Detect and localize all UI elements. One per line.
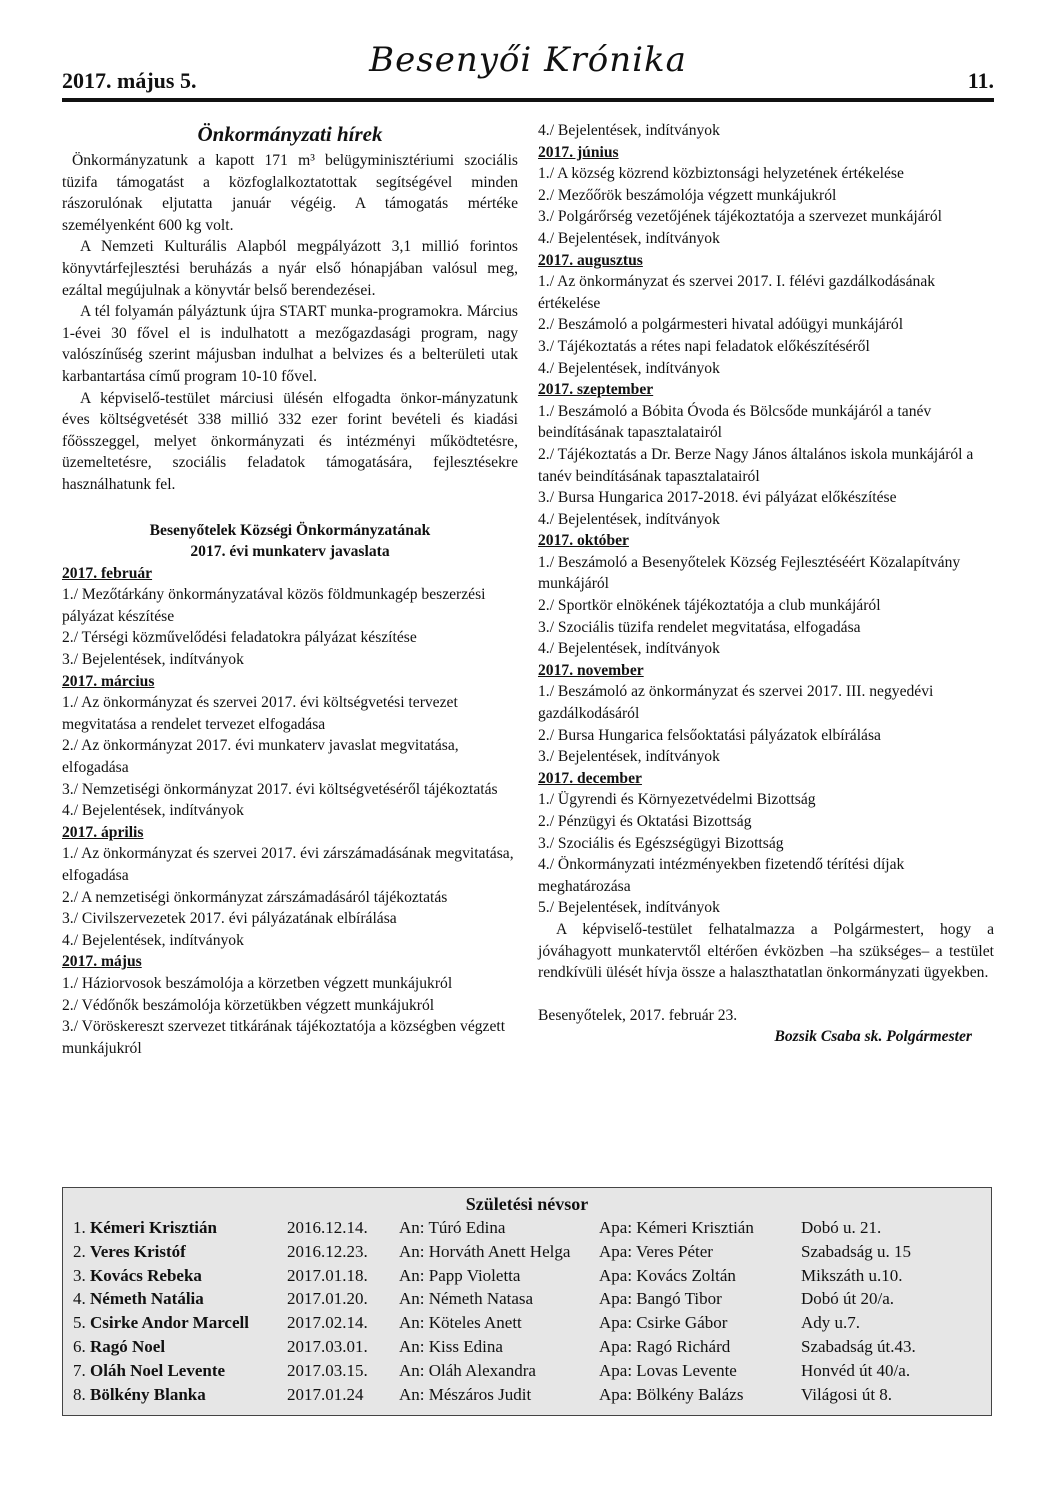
plan-item: 2./ Védőnők beszámolója körzetükben végzett munkájukról: [62, 996, 435, 1014]
birth-register-box: [62, 1187, 992, 1416]
plan-item: 4./ Bejelentések, indítványok: [62, 931, 244, 949]
plan-item: 1./ A község közrend közbiztonsági helyzetének értékelése: [538, 165, 904, 183]
mother-name: An: Németh Natasa: [399, 1289, 534, 1309]
plan-item: 2./ Bursa Hungarica felsőoktatási pályázatok elbírálása: [538, 726, 881, 744]
row-number-and-name: [73, 1383, 206, 1407]
child-name: Oláh Noel Levente: [90, 1360, 226, 1380]
plan-item: 2./ Sportkör elnökének tájékoztatója a club munkájáról: [538, 597, 881, 615]
plan-item: 3./ Bejelentések, indítványok: [62, 651, 244, 669]
address: Szabadság u. 15: [801, 1241, 912, 1261]
plan-item: 3./ Nemzetiségi önkormányzat 2017. évi költségvetéséről tájékoztatás: [62, 780, 498, 798]
child-name: Kémeri Krisztián: [90, 1218, 217, 1237]
plan-item: 2./ Térségi közművelődési feladatokra pályázat készítése: [62, 629, 417, 647]
address: Mikszáth u.10.: [801, 1265, 903, 1285]
plan-item: 4./ Bejelentések, indítványok: [538, 510, 720, 528]
place-and-date: Besenyőtelek, 2017. február 23.: [538, 1006, 738, 1024]
mother-name: An: Köteles Anett: [399, 1313, 522, 1333]
row-number: 1.: [73, 1218, 86, 1237]
plan-item: 1./ Ügyrendi és Környezetvédelmi Bizottság: [538, 791, 816, 809]
month-title: 2017. április: [62, 823, 144, 841]
plan-item: 3./ Szociális tüzifa rendelet megvitatása, elfogadása: [538, 618, 861, 636]
plan-item: 3./ Szociális és Egészségügyi Bizottság: [538, 834, 784, 852]
plan-item: 1./ Az önkormányzat és szervei 2017. évi költségvetési tervezet megvitatása a rendelet tervezet elfogadása: [62, 694, 458, 733]
row-number-and-name: [73, 1311, 249, 1335]
plan-item: 3./ Polgárőrség vezetőjének tájékoztatója a szervezet munkájáról: [538, 208, 942, 226]
month-title: 2017. március: [62, 672, 155, 690]
month-title: 2017. október: [538, 532, 629, 550]
father-name: Apa: Veres Péter: [599, 1241, 713, 1261]
table-row: [63, 1359, 991, 1383]
birth-date: 2017.01.20.: [287, 1289, 368, 1309]
month-title: 2017. május: [62, 953, 142, 971]
plan-item: 4./ Önkormányzati intézményekben fizetendő térítési díjak meghatározása: [538, 856, 905, 895]
child-name: Bölkény Blanka: [90, 1384, 206, 1404]
row-number: 7.: [73, 1360, 86, 1380]
month-title: 2017. június: [538, 143, 619, 161]
birth-register-title: Születési névsor: [465, 1194, 589, 1214]
row-number-and-name: [73, 1287, 204, 1311]
right-column: [538, 120, 994, 1048]
plan-item: 3./ Bejelentések, indítványok: [538, 748, 720, 766]
left-column: [62, 120, 518, 1059]
mother-name: An: Oláh Alexandra: [399, 1360, 536, 1380]
month-title: 2017. augusztus: [538, 251, 643, 269]
address: Dobó u. 21.: [801, 1218, 882, 1237]
mother-name: An: Mészáros Judit: [399, 1384, 532, 1404]
plan-item: 3./ Tájékoztatás a rétes napi feladatok előkészítéséről: [538, 337, 870, 355]
row-number: 4.: [73, 1289, 86, 1309]
plan-item: 2./ A nemzetiségi önkormányzat zárszámadásáról tájékoztatás: [62, 888, 448, 906]
child-name: Ragó Noel: [90, 1336, 166, 1356]
row-number: 6.: [73, 1336, 86, 1356]
row-number: 2.: [73, 1241, 86, 1261]
father-name: Apa: Ragó Richárd: [599, 1336, 731, 1356]
page-number: 11.: [967, 68, 994, 93]
child-name: Kovács Rebeka: [90, 1265, 202, 1285]
month-title: 2017. szeptember: [538, 381, 654, 399]
plan-item: 4./ Bejelentések, indítványok: [538, 640, 720, 658]
signature: Bozsik Csaba sk. Polgármester: [774, 1028, 972, 1046]
mother-name: An: Papp Violetta: [399, 1265, 521, 1285]
address: Honvéd út 40/a.: [801, 1360, 911, 1380]
row-number-and-name: [73, 1264, 202, 1288]
birth-date: 2017.01.18.: [287, 1265, 368, 1285]
plan-item: 2./ Beszámoló a polgármesteri hivatal adóügyi munkájáról: [538, 316, 904, 334]
row-number: 3.: [73, 1265, 86, 1285]
news-paragraph-3: A tél folyamán pályáztunk újra START munka-programokra. Március 1-évei 30 fővel el is indulhatott a mezőgazdasági program, nagy valószínűség szerint májusban indulhat a belvizes és a belterületi utak karbantartása című program 10-10 fővel.: [62, 303, 518, 385]
row-number: 8.: [73, 1384, 86, 1404]
table-row: [63, 1383, 991, 1407]
mother-name: An: Kiss Edina: [399, 1336, 503, 1356]
plan-item: 1./ Háziorvosok beszámolója a körzetben végzett munkájukról: [62, 974, 453, 992]
birth-date: 2017.02.14.: [287, 1313, 368, 1333]
news-paragraph-4: A képviselő-testület márciusi ülésén elfogadta önkor-mányzatunk éves költségvetését 338 millió 332 ezer forint bevételi és kiadási főösszeggel, melyet önkormányzati és intézményi működtetésre, üzemeltetésre, szociális feladatok támogatására, fejlesztésekre használhatunk fel.: [62, 389, 518, 493]
birth-date: 2016.12.14.: [287, 1218, 368, 1237]
child-name: Németh Natália: [90, 1289, 204, 1309]
table-row: [63, 1264, 991, 1288]
page-header: [62, 40, 994, 98]
header-rule: [62, 98, 994, 102]
plan-item: 4./ Bejelentések, indítványok: [538, 359, 720, 377]
table-row: [63, 1287, 991, 1311]
father-name: Apa: Csirke Gábor: [599, 1313, 728, 1333]
news-paragraph-2: A Nemzeti Kulturális Alapból megpályázott 3,1 millió forintos könyvtárfejlesztési beruházás a nyár első hónapjában valósul meg, ezáltal megújulnak a könyvtár belső berendezései.: [62, 238, 518, 299]
spacer: [62, 496, 518, 520]
newspaper-title: Besenyői Krónika: [369, 40, 687, 80]
plan-item: 2./ Az önkormányzat 2017. évi munkaterv javaslat megvitatása, elfogadása: [62, 737, 459, 777]
plan-item: 4./ Bejelentések, indítványok: [62, 802, 244, 820]
table-row: [63, 1216, 991, 1240]
plan-item: 3./ Bursa Hungarica 2017-2018. évi pályázat előkészítése: [538, 489, 897, 507]
birth-date: 2017.03.15.: [287, 1360, 368, 1380]
birth-register-rows: [63, 1216, 991, 1406]
row-number: 5.: [73, 1313, 86, 1333]
plan-item: 1./ Beszámoló a Besenyőtelek Község Fejlesztéséért Közalapítvány munkájáról: [538, 553, 961, 593]
father-name: Apa: Lovas Levente: [599, 1360, 737, 1380]
father-name: Apa: Bangó Tibor: [599, 1289, 722, 1309]
address: Dobó út 20/a.: [801, 1289, 895, 1309]
father-name: Apa: Kémeri Krisztián: [599, 1218, 754, 1237]
plan-item: 4./ Bejelentések, indítványok: [538, 122, 720, 139]
plan-heading-1: Besenyőtelek Községi Önkormányzatának: [149, 521, 431, 539]
plan-item: 1./ Mezőtárkány önkormányzatával közös földmunkagép beszerzési pályázat készítése: [62, 586, 486, 625]
child-name: Veres Kristóf: [90, 1241, 186, 1261]
plan-item: 3./ Civilszervezetek 2017. évi pályázatának elbírálása: [62, 910, 397, 928]
plan-item: 2./ Tájékoztatás a Dr. Berze Nagy János általános iskola munkájáról a tanév beindításának tapasztalatairól: [538, 445, 974, 485]
row-number-and-name: [73, 1359, 225, 1383]
address: Szabadság út.43.: [801, 1336, 916, 1356]
month-title: 2017. november: [538, 661, 644, 679]
plan-item: 2./ Pénzügyi és Oktatási Bizottság: [538, 813, 752, 830]
table-row: [63, 1311, 991, 1335]
news-title: Önkormányzati hírek: [197, 122, 383, 146]
child-name: Csirke Andor Marcell: [90, 1313, 249, 1333]
table-row: [63, 1240, 991, 1264]
plan-item: 2./ Mezőőrök beszámolója végzett munkájukról: [538, 186, 837, 204]
plan-item: 1./ Az önkormányzat és szervei 2017. I. félévi gazdálkodásának értékelése: [538, 273, 936, 312]
issue-date: 2017. május 5.: [62, 68, 197, 93]
plan-item: 4./ Bejelentések, indítványok: [538, 229, 720, 247]
birth-date: 2016.12.23.: [287, 1241, 368, 1261]
plan-heading-2: 2017. évi munkaterv javaslata: [190, 543, 390, 561]
plan-item: 3./ Vöröskereszt szervezet titkárának tájékoztatója a községben végzett munkájukról: [62, 1018, 506, 1057]
plan-item: 1./ Beszámoló a Bóbita Óvoda és Bölcsőde munkájáról a tanév beindításának tapasztalatairól: [538, 402, 932, 442]
plan-item: 1./ Beszámoló az önkormányzat és szervei 2017. III. negyedévi gazdálkodásáról: [538, 683, 934, 723]
mother-name: An: Túró Edina: [399, 1218, 506, 1237]
row-number-and-name: [73, 1240, 186, 1264]
news-paragraph-1: Önkormányzatunk a kapott 171 m³ belügyminisztériumi szociális tüzifa támogatást a közfoglalkoztatottak segítségével minden rászorulónak eljutatta január végéig. A támogatás mértéke személyenként 600 kg volt.: [62, 152, 518, 234]
mother-name: An: Horváth Anett Helga: [399, 1241, 571, 1261]
month-title: 2017. február: [62, 564, 153, 582]
birth-date: 2017.03.01.: [287, 1336, 368, 1356]
month-title: 2017. december: [538, 769, 642, 787]
row-number-and-name: [73, 1216, 217, 1240]
table-row: [63, 1335, 991, 1359]
row-number-and-name: [73, 1335, 165, 1359]
address: Ady u.7.: [801, 1313, 861, 1333]
father-name: Apa: Bölkény Balázs: [599, 1384, 744, 1404]
father-name: Apa: Kovács Zoltán: [599, 1265, 736, 1285]
closing-paragraph: A képviselő-testület felhatalmazza a Polgármestert, hogy a jóváhagyott munkatervtől eltérően évközben –ha szükséges– a testület rendkívüli ülését hívja össze a halaszthatatlan önkormányzati ügyekben.: [538, 920, 994, 982]
birth-date: 2017.01.24: [287, 1384, 364, 1404]
address: Világosi út 8.: [801, 1384, 893, 1404]
plan-item: 1./ Az önkormányzat és szervei 2017. évi zárszámadásának megvitatása, elfogadása: [62, 845, 514, 884]
plan-item: 5./ Bejelentések, indítványok: [538, 899, 720, 917]
